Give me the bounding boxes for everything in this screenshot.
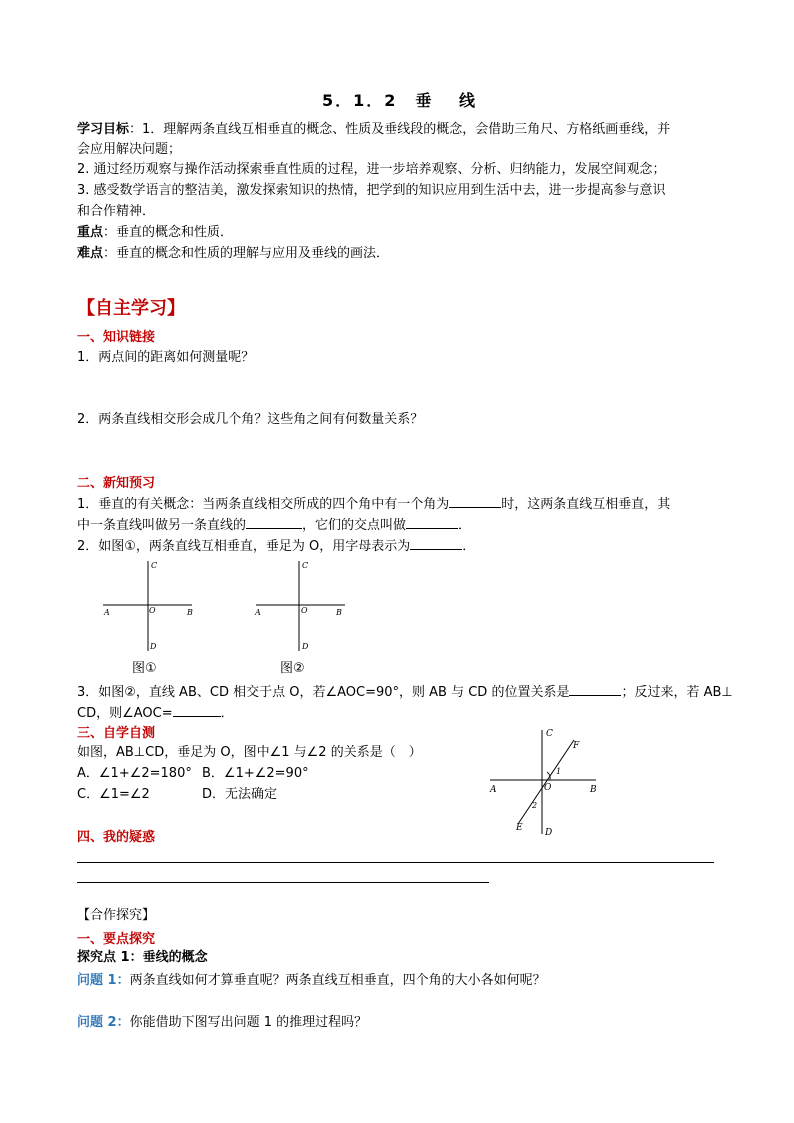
label-o: O xyxy=(544,783,552,793)
option-a: A．∠1+∠2=180° xyxy=(77,766,192,781)
label-o: O xyxy=(149,606,156,615)
self-study-heading: 【自主学习】 xyxy=(77,298,185,319)
figure-1 xyxy=(103,561,193,651)
label-d: D xyxy=(302,642,309,651)
difficulty: 难点：垂直的概念和性质的理解与应用及垂线的画法． xyxy=(77,246,390,261)
knowledge-q1: 1．两点间的距离如何测量呢？ xyxy=(77,350,255,365)
goals-label: 学习目标 xyxy=(77,122,130,137)
goals-line-1: 学习目标：1．理解两条直线互相垂直的概念、性质及垂线段的概念，会借助三角尺、方格纸画垂线，并 xyxy=(77,122,671,137)
answer-blank[interactable] xyxy=(246,514,302,529)
label-f: F xyxy=(573,741,580,751)
label-angle-1: 1 xyxy=(556,767,562,776)
label-angle-2: 2 xyxy=(532,801,538,810)
option-b: B．∠1+∠2=90° xyxy=(202,766,309,781)
knowledge-q2: 2．两条直线相交形会成几个角？这些角之间有何数量关系？ xyxy=(77,412,424,427)
preview-q3-line2: CD，则∠AOC= ． xyxy=(77,702,234,724)
label-a: A xyxy=(490,785,497,795)
label-d: D xyxy=(545,828,553,838)
writing-line xyxy=(77,882,489,883)
keypoint: 重点：垂直的概念和性质． xyxy=(77,225,234,240)
label-o: O xyxy=(301,606,308,615)
figures-1-2 xyxy=(96,556,368,656)
goals-line-4: 3. 感受数学语言的整洁美，激发探索知识的热情，把学到的知识应用到生活中去，进一步提高参与意识 xyxy=(77,183,666,198)
preview-q1-line2: 中一条直线叫做另一条直线的 ，它们的交点叫做 ． xyxy=(77,514,471,536)
label-c: C xyxy=(546,729,553,739)
label-b: B xyxy=(590,785,597,795)
label-d: D xyxy=(150,642,157,651)
preview-q1-line1: 1．垂直的有关概念：当两条直线相交所成的四个角中有一个角为 时，这两条直线互相垂直，其 xyxy=(77,493,670,515)
preview-q3-line1: 3．如图②，直线 AB、CD 相交于点 O，若∠AOC=90°，则 AB 与 CD 的位置关系是 ；反过来，若 AB⊥ xyxy=(77,681,733,703)
option-c: C．∠1=∠2 xyxy=(77,787,150,802)
page-title: 5．1．2 垂 线 xyxy=(322,91,477,110)
goals-line-2: 会应用解决问题； xyxy=(77,142,182,157)
self-test-question: 如图，AB⊥CD，垂足为 O，图中∠1 与∠2 的关系是（ ） xyxy=(77,745,422,760)
preview-q2: 2．如图①，两条直线互相垂直，垂足为 O，用字母表示为 ． xyxy=(77,535,475,557)
answer-blank[interactable] xyxy=(569,681,621,696)
key-points-heading: 一、要点探究 xyxy=(77,932,156,947)
self-test-figure xyxy=(484,724,604,840)
knowledge-link-heading: 一、知识链接 xyxy=(77,330,156,345)
cooperation-heading: 【合作探究】 xyxy=(77,908,156,923)
label-e: E xyxy=(516,823,523,833)
label-c: C xyxy=(302,561,309,570)
figure-2-caption: 图② xyxy=(280,661,305,676)
question-1: 问题 1：两条直线如何才算垂直呢？两条直线互相垂直，四个角的大小各如何呢？ xyxy=(77,973,546,988)
goals-line-3: 2. 通过经历观察与操作活动探索垂直性质的过程，进一步培养观察、分析、归纳能力，发展空间观念； xyxy=(77,162,666,177)
label-b: B xyxy=(187,608,193,617)
new-knowledge-heading: 二、新知预习 xyxy=(77,476,156,491)
figure-1-caption: 图① xyxy=(132,661,157,676)
question-2: 问题 2：你能借助下图写出问题 1 的推理过程吗？ xyxy=(77,1015,368,1030)
label-c: C xyxy=(151,561,158,570)
option-d: D．无法确定 xyxy=(202,787,278,802)
self-test-heading: 三、自学自测 xyxy=(77,726,156,741)
label-a: A xyxy=(104,608,110,617)
my-doubts-heading: 四、我的疑惑 xyxy=(77,830,156,845)
answer-blank[interactable] xyxy=(410,535,462,550)
label-b: B xyxy=(336,608,342,617)
writing-line xyxy=(77,862,714,863)
goals-line-5: 和合作精神． xyxy=(77,204,156,219)
answer-blank[interactable] xyxy=(406,514,458,529)
answer-blank[interactable] xyxy=(449,493,501,508)
explore-point-1: 探究点 1：垂线的概念 xyxy=(77,950,208,965)
answer-blank[interactable] xyxy=(173,702,221,717)
label-a: A xyxy=(255,608,261,617)
figure-2 xyxy=(254,561,345,651)
